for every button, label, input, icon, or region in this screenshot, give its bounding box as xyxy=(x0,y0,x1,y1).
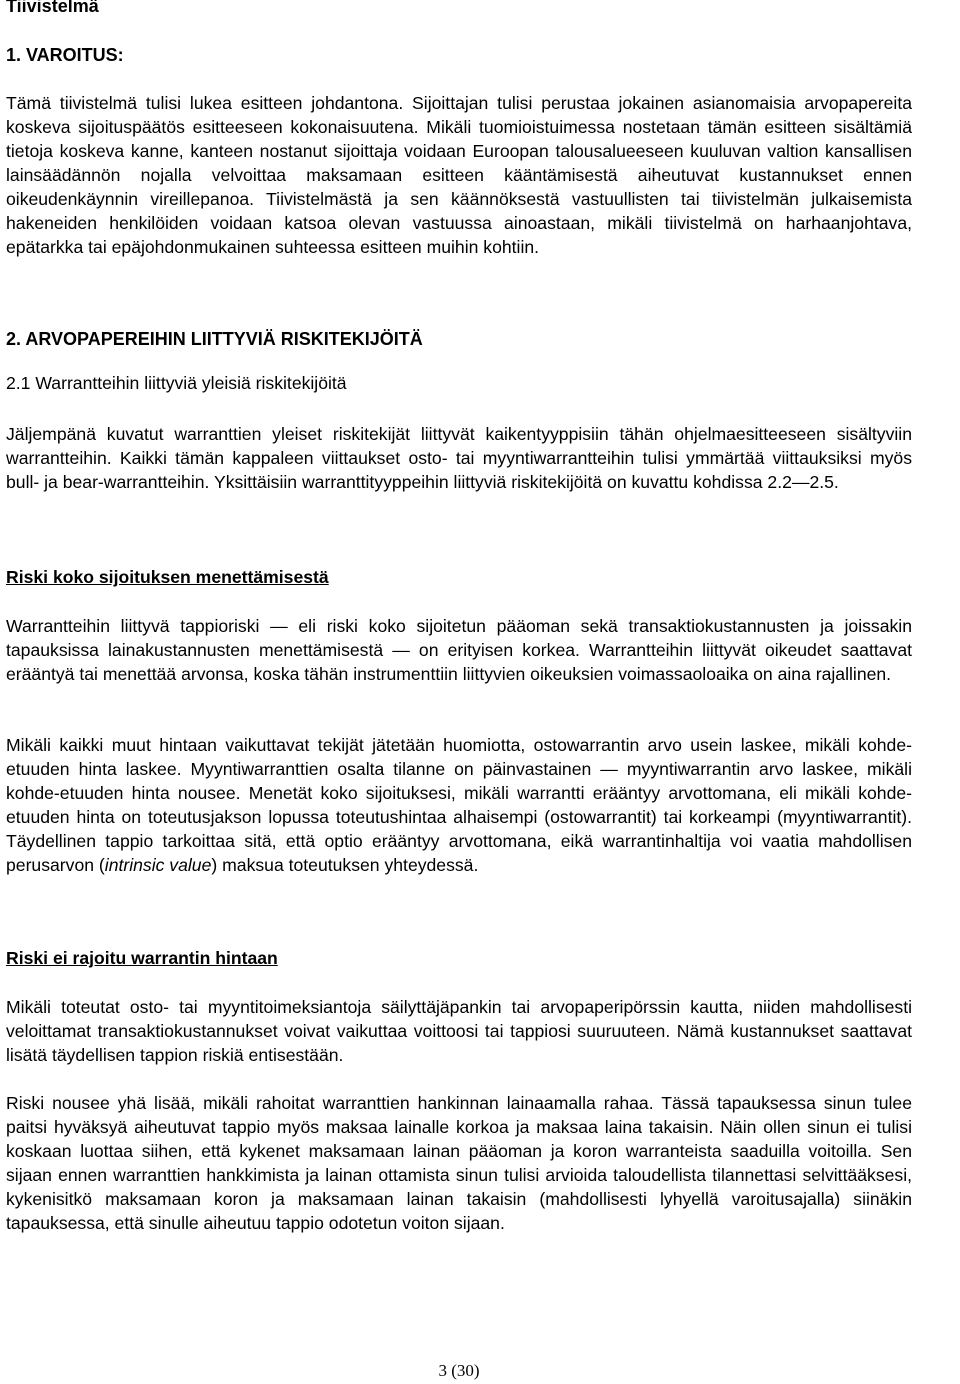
risk2-text-2: Riski nousee yhä lisää, mikäli rahoitat warranttien hankinnan lainaamalla rahaa. Tässä tapauksessa sinun tulee paitsi hyväksyä aiheutuvat tappio myös maksaa lainalle korkoa ja maksaa laina takaisin. Näin ollen sinun ei tulisi koskaan luottaa siihen, että kykenet maksamaan lainan pääoman ja koron warranteista saaduilla voitoilla. Sen sijaan ennen warranttien hankkimista ja lainan ottamista sinun tulisi arvioida taloudellista tilannettasi selvittääksesi, kykenisitkö maksamaan koron ja maksamaan lainan takaisin (mahdollisesti lyhyellä varoitusajalla) siinäkin tapauksessa, että sinulle aiheutuu tappio odotetun voiton sijaan. xyxy=(6,1093,912,1233)
section-heading-warning: 1. VAROITUS: xyxy=(6,45,124,65)
warning-text: Tämä tiivistelmä tulisi lukea esitteen johdantona. Sijoittajan tulisi perustaa jokainen asianomaisia arvopapereita koskeva sijoituspäätös esitteeseen kokonaisuutena. Mikäli tuomioistuimessa nostetaan tämän esitteen sisältämiä tietoja koskeva kanne, kanteen nostanut sijoittaja voidaan Euroopan talousalueeseen kuuluvan valtion kansallisen lainsäädännön nojalla velvoittaa maksamaan esitteen kääntämisestä aiheutuvat kustannukset ennen oikeudenkäynnin vireillepanoa. Tiivistelmästä ja sen käännöksestä vastuullisten tai tiivistelmän julkaisemista hakeneiden henkilöiden voidaan katsoa olevan vastuussa ainoastaan, mikäli tiivistelmä on harhaanjohtava, epätarkka tai epäjohdonmukainen suhteessa esitteen muihin kohtiin. xyxy=(6,93,912,257)
risk1-paragraph-1 xyxy=(6,614,912,686)
risk2-text-1: Mikäli toteutat osto- tai myyntitoimeksiantoja säilyttäjäpankin tai arvopaperipörssin kautta, niiden mahdollisesti veloittamat transaktiokustannukset voivat vaikuttaa voittoosi tai tappiosi suuruuteen. Nämä kustannukset saattavat lisätä täydellisen tappion riskiä entisestään. xyxy=(6,997,912,1065)
risk1-text-2 xyxy=(6,733,912,877)
page-number: 3 xyxy=(438,1361,447,1380)
risk1-text-1: Warrantteihin liittyvä tappioriski — eli riski koko sijoitetun pääoman sekä transaktiokustannusten ja joissakin tapauksissa lainakustannusten menettämisestä — on erityisen korkea. Warrantteihin liittyvät oikeudet saattavat erääntyä tai menettää arvonsa, koska tähän instrumenttiin liittyvien oikeuksien voimassaoloaika on aina rajallinen. xyxy=(6,616,912,684)
risk-heading-total-loss: Riski koko sijoituksen menettämisestä xyxy=(6,567,329,587)
warning-paragraph xyxy=(6,91,912,259)
risk2-paragraph-2 xyxy=(6,1091,912,1235)
risk2-paragraph-1 xyxy=(6,995,912,1067)
risk1-text-2a: Mikäli kaikki muut hintaan vaikuttavat tekijät jätetään huomiotta, ostowarrantin arvo usein laskee, mikäli kohde-etuuden hinta laskee. Myyntiwarranttien osalta tilanne on päinvastainen — myyntiwarrantin arvo laskee, mikäli kohde-etuuden hinta nousee. Menetät koko sijoituksesi, mikäli warrantti erääntyy arvottomana, eli mikäli kohde-etuuden hinta on toteutusjakson lopussa toteutushintaa alhaisempi (ostowarrantit) tai korkeampi (myyntiwarrantit). Täydellinen tappio tarkoittaa sitä, että optio erääntyy arvottomana, eikä warrantinhaltija voi vaatia mahdollisen perusarvon ( xyxy=(6,735,912,875)
intrinsic-value-term: intrinsic value xyxy=(104,855,212,875)
subsection-heading-2-1: 2.1 Warrantteihin liittyviä yleisiä riskitekijöitä xyxy=(6,373,347,393)
page-total: (30) xyxy=(451,1361,480,1380)
section-heading-risks: 2. ARVOPAPEREIHIN LIITTYVIÄ RISKITEKIJÖITÄ xyxy=(6,329,423,349)
risk-heading-not-limited: Riski ei rajoitu warrantin hintaan xyxy=(6,948,278,968)
subsection-2-1-text: Jäljempänä kuvatut warranttien yleiset riskitekijät liittyvät kaikentyyppisiin tähän ohjelmaesitteeseen sisältyviin warrantteihin. Kaikki tämän kappaleen viittaukset osto- tai myyntiwarrantteihin tulisi ymmärtää viittauksiksi myös bull- ja bear-warrantteihin. Yksittäisiin warranttityyppeihin liittyviä riskitekijöitä on kuvattu kohdissa 2.2—2.5. xyxy=(6,424,912,492)
page-footer xyxy=(6,1361,912,1381)
risk1-text-2b: ) maksua toteutuksen yhteydessä. xyxy=(211,855,479,875)
risk1-paragraph-2 xyxy=(6,733,912,877)
document-title: Tiivistelmä xyxy=(6,0,99,16)
subsection-2-1-paragraph xyxy=(6,422,912,494)
